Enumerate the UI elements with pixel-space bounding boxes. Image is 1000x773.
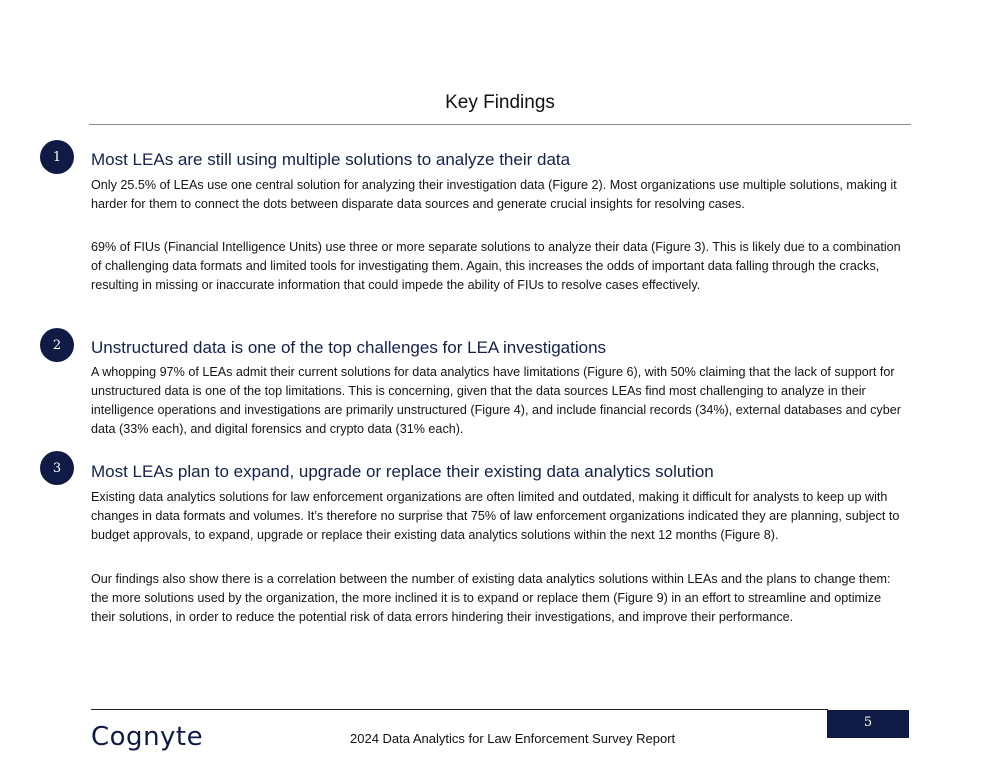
finding-paragraph: 69% of FIUs (Financial Intelligence Units) use three or more separate solutions to analyze their data (Figure 3). This is likely due to a combination of challenging data formats and limited tools for investigating them. Again, this increases the odds of important data falling through the cracks, resulting in missing or inaccurate information that could impede the ability of FIUs to resolve cases effectively. [91,240,901,292]
footer-report-title: 2024 Data Analytics for Law Enforcement Survey Report [350,731,676,746]
finding-number-badge: 3 [40,451,74,485]
finding-paragraph: Existing data analytics solutions for law enforcement organizations are often limited and outdated, making it difficult for analysts to keep up with changes in data formats and volumes. It’s therefore no surprise that 75% of law enforcement organizations indicated they are planning, subject to budget approvals, to expand, upgrade or replace their existing data analytics solutions within the next 12 months (Figure 8). [91,490,900,542]
finding-number-badge: 1 [40,140,74,174]
finding-paragraph: Our findings also show there is a correlation between the number of existing data analytics solutions within LEAs and the plans to change them: the more solutions used by the organization, the more inclined it is to expand or replace them (Figure 9) in an effort to streamline and optimize their solutions, in order to reduce the potential risk of data errors hindering their investigations, and improve their performance. [91,572,891,624]
cognyte-logo: Cognyte [91,722,204,752]
title-divider [89,124,911,125]
footer-divider [91,709,828,710]
page-number: 5 [827,710,909,738]
finding-heading: Unstructured data is one of the top challenges for LEA investigations [91,338,607,357]
finding-number-badge: 2 [40,328,74,362]
finding-heading: Most LEAs plan to expand, upgrade or replace their existing data analytics solution [91,462,714,481]
finding-heading: Most LEAs are still using multiple solutions to analyze their data [91,150,571,169]
finding-paragraph: A whopping 97% of LEAs admit their current solutions for data analytics have limitations (Figure 6), with 50% claiming that the lack of support for unstructured data is one of the top limitations. This is concerning, given that the data sources LEAs find most challenging to analyze in their intelligence operations and investigations are primarily unstructured (Figure 4), and include financial records (34%), external databases and cyber data (33% each), and digital forensics and crypto data (31% each). [91,365,901,436]
page-title: Key Findings [445,92,555,113]
finding-paragraph: Only 25.5% of LEAs use one central solution for analyzing their investigation data (Figure 2). Most organizations use multiple solutions, making it harder for them to connect the dots between disparate data sources and generate crucial insights for resolving cases. [91,178,897,211]
